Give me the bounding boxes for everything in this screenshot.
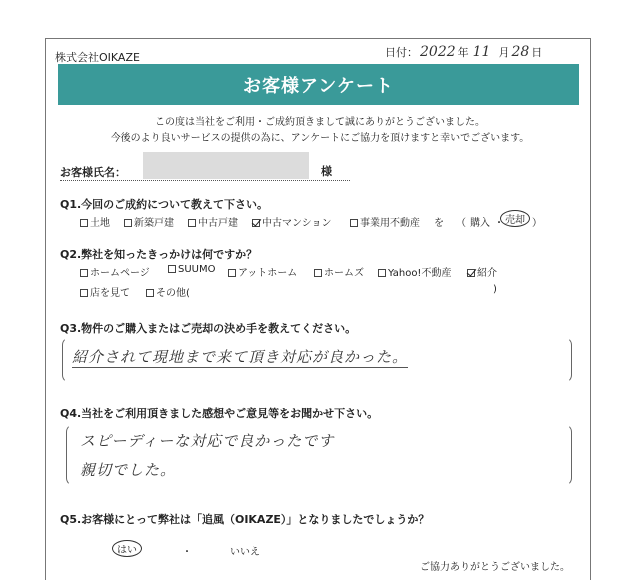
- q1-option-used-house[interactable]: 中古戸建: [188, 214, 238, 229]
- customer-name-underline: [60, 180, 350, 181]
- date-label: 日付：: [385, 46, 418, 59]
- q5-separator: ・: [182, 547, 192, 558]
- title-banner: [58, 64, 579, 105]
- checkbox-icon: [188, 219, 196, 227]
- checkbox-icon: [80, 289, 88, 297]
- q4-handwritten-line-1: スピーディーな対応で良かったです: [80, 432, 335, 450]
- customer-honorific: 様: [321, 165, 332, 178]
- q1-option-commercial[interactable]: 事業用不動産: [350, 214, 420, 229]
- intro-line-2: 今後のより良いサービスの提供の為に、アンケートにご協力を頂けますと幸いでございます。: [110, 133, 530, 144]
- q3-handwritten-answer: 紹介されて現地まで来て頂き対応が良かった。: [72, 348, 409, 366]
- date-month: 11: [472, 44, 491, 60]
- q2-option-other[interactable]: その他(: [146, 284, 190, 299]
- customer-name-redaction: [143, 152, 309, 179]
- q1-option-land[interactable]: 土地: [80, 214, 110, 229]
- q2-question: Q2.弊社を知ったきっかけは何ですか？: [60, 248, 258, 261]
- q1-separator: ・: [494, 218, 504, 229]
- month-label: 月: [498, 46, 510, 59]
- q2-option-athome[interactable]: アットホーム: [228, 264, 297, 279]
- q2-option-homes[interactable]: ホームズ: [314, 264, 364, 279]
- q4-handwritten-line-2: 親切でした。: [80, 461, 177, 479]
- q1-paren-close: ）: [532, 218, 542, 229]
- q5-question: Q5.お客様にとって弊社は「追風（OIKAZE）」となりましたでしょうか？: [60, 513, 430, 526]
- q2-option-store[interactable]: 店を見て: [80, 284, 130, 299]
- checked-checkbox-icon: [252, 219, 260, 227]
- q4-question: Q4.当社をご利用頂きました感想やご意見等をお聞かせ下さい。: [60, 407, 379, 420]
- page-title: お客様アンケート: [243, 75, 394, 97]
- checkbox-icon: [228, 269, 236, 277]
- checkbox-icon: [168, 265, 176, 273]
- checkbox-icon: [378, 269, 386, 277]
- intro-line-1: この度は当社をご利用・ご成約頂きまして誠にありがとうございました。: [155, 117, 485, 128]
- q2-option-yahoo[interactable]: Yahoo!不動産: [378, 264, 451, 279]
- q2-other-close: ): [493, 284, 497, 295]
- q1-question: Q1.今回のご成約について教えて下さい。: [60, 198, 268, 211]
- checkbox-icon: [350, 219, 358, 227]
- q3-question: Q3.物件のご購入またはご売却の決め手を教えてください。: [60, 322, 357, 335]
- checkbox-icon: [146, 289, 154, 297]
- checkbox-icon: [124, 219, 132, 227]
- checked-checkbox-icon: [467, 269, 475, 277]
- q2-option-homepage[interactable]: ホームページ: [80, 264, 150, 279]
- q1-wo: を: [434, 218, 444, 229]
- day-label: 日: [531, 46, 543, 59]
- checkbox-icon: [314, 269, 322, 277]
- customer-name-label: お客様氏名：: [60, 166, 126, 179]
- q1-paren-open: （: [456, 218, 466, 229]
- company-name: 株式会社OIKAZE: [55, 51, 140, 64]
- q5-yes-circled[interactable]: はい: [112, 540, 142, 557]
- checkbox-icon: [80, 269, 88, 277]
- date-row: [385, 44, 542, 60]
- checkbox-icon: [80, 219, 88, 227]
- q2-option-suumo[interactable]: SUUMO: [168, 264, 216, 275]
- q2-option-referral[interactable]: 紹介: [467, 264, 497, 279]
- q1-buy[interactable]: 購入: [470, 218, 490, 229]
- footer-thanks: ご協力ありがとうございました。: [420, 562, 570, 573]
- date-year: 2022: [420, 44, 456, 60]
- q1-option-new-house[interactable]: 新築戸建: [124, 214, 174, 229]
- q5-no[interactable]: いいえ: [230, 547, 260, 558]
- q1-sell-circled[interactable]: 売却: [500, 210, 530, 227]
- year-label: 年: [457, 46, 469, 59]
- q1-option-used-condo[interactable]: 中古マンション: [252, 214, 332, 229]
- date-day: 28: [511, 44, 530, 60]
